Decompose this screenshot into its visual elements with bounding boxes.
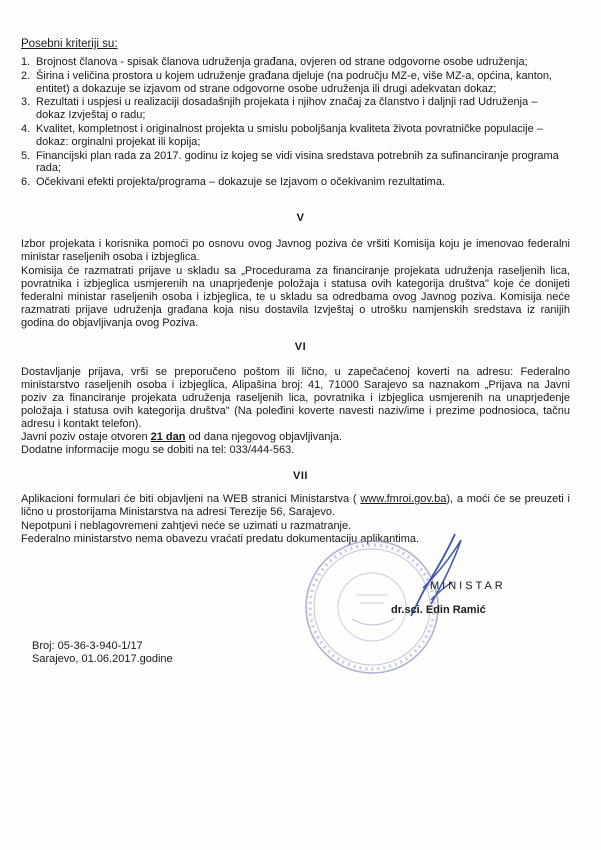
deadline-days: 21 dan xyxy=(150,431,186,443)
section-vi-paragraph-1: Dostavljanje prijava, vrši se preporučeno poštom ili lično, u zapečaćenoj koverti na adresu: Federalno ministarstvo raseljenih osoba i izbjeglica, Alipašina broj: 41, 71000 Sarajevo sa naznakom „Prijava na Javni poziv za financiranje projekata udruženja raseljenih lica, povratnika i izbjeglica usmjerenih na unaprjeđenje položaja i statusa ovih kategorija društva" (Na poleđini koverte navesti naziv/ime i prezime podnosioca, tačnu adresu i kontakt telefon). xyxy=(21,366,570,430)
section-vi-paragraph-3: Dodatne informacije mogu se dobiti na tel: 033/444-563. xyxy=(21,444,295,456)
list-item xyxy=(21,176,561,189)
criteria-list xyxy=(21,56,561,190)
item-text: Kvalitet, kompletnost i originalnost projekta u smislu poboljšanja kvaliteta života povratničke populacije – dokaz: orginalni projekat ili kopija; xyxy=(36,122,543,148)
list-item xyxy=(21,150,561,176)
list-item xyxy=(21,123,561,149)
section-vii-paragraph-1 xyxy=(21,493,570,519)
item-text: Brojnost članova - spisak članova udruženja građana, ovjeren od strane odgovorne osobe udruženja; xyxy=(36,56,528,68)
forms-text-after: ), a moći će se preuzeti i lično u prostorijama Ministarstva na adresi Terezije 56, Sarajevo. xyxy=(21,493,570,518)
reference-block xyxy=(32,640,173,666)
section-v-paragraph-2: Komisija će razmatrati prijave u skladu sa „Procedurama za financiranje projekata udruženja raseljenih lica, povratnika i izbjeglica usmjerenih na unaprjeđenje položaja i statusa ovih kategorija društva" koje će donijeti federalni ministar raseljenih osoba i izbjeglica, te u skladu sa odredbama ovog Javnog poziva. Komisija neće razmatrati prijave udruženja građana koja nisu dostavila Izvještaj o utrošku namjenskih sredstava iz ranijih godina do objavljivanja ovog Poziva. xyxy=(21,265,570,329)
item-number: 3. xyxy=(21,96,31,109)
list-item xyxy=(21,70,561,96)
minister-title: MINISTAR xyxy=(430,580,506,592)
minister-name: dr.sci. Edin Ramić xyxy=(391,604,486,616)
item-number: 4. xyxy=(21,122,31,135)
section-title-vii: VII xyxy=(293,470,308,482)
section-vi-paragraph-2 xyxy=(21,431,570,444)
reference-place-date: Sarajevo, 01.06.2017.godine xyxy=(32,653,173,665)
list-item xyxy=(21,56,561,69)
item-number: 1. xyxy=(21,56,31,68)
reference-number: Broj: 05-36-3-940-1/17 xyxy=(32,640,143,652)
item-number: 2. xyxy=(21,69,31,82)
item-text: Rezultati i uspjesi u realizaciji dosadašnjih projekata i njihov značaj za članstvo i daljnji rad Udruženja – dokaz Izvještaj o radu; xyxy=(36,96,538,122)
section-title-vi: VI xyxy=(294,341,307,353)
item-number: 6. xyxy=(21,176,31,189)
item-text: Širina i veličina prostora u kojem udruženje građana djeluje (na području MZ-e, više MZ-a, općina, kanton, entitet) a dokazuje se izjavom od strane odgovorne osobe udruženja ili drugi adekvatan dokaz; xyxy=(36,69,553,95)
deadline-text-before: Javni poziv ostaje otvoren xyxy=(21,431,151,443)
deadline-text-after: od dana njegovog objavljivanja. xyxy=(185,431,343,443)
list-item xyxy=(21,96,561,122)
ministry-website-link[interactable]: www.fmroi.gov.ba xyxy=(360,493,447,505)
section-title-v: V xyxy=(296,212,305,224)
forms-text-before: Aplikacioni formulari će biti objavljeni na WEB stranici Ministarstva ( xyxy=(21,493,361,505)
section-vii-paragraph-2: Nepotpuni i neblagovremeni zahtjevi neće se uzimati u razmatranje. xyxy=(21,520,352,532)
item-text: Financijski plan rada za 2017. godinu iz kojeg se vidi visina sredstava potrebnih za sufinanciranje programa rada; xyxy=(36,149,559,175)
section-v-paragraph-1: Izbor projekata i korisnika pomoći po osnovu ovog Javnog poziva će vršiti Komisija koju je imenovao federalni ministar raseljenih osoba i izbjeglica. xyxy=(21,238,570,263)
section-vii-paragraph-3: Federalno ministarstvo nema obavezu vraćati predatu dokumentaciju aplikantima. xyxy=(21,533,420,545)
item-text: Očekivani efekti projekta/programa – dokazuje se Izjavom o očekivanim rezultatima. xyxy=(36,176,446,189)
criteria-heading: Posebni kriteriji su: xyxy=(21,38,118,50)
item-number: 5. xyxy=(21,149,31,162)
